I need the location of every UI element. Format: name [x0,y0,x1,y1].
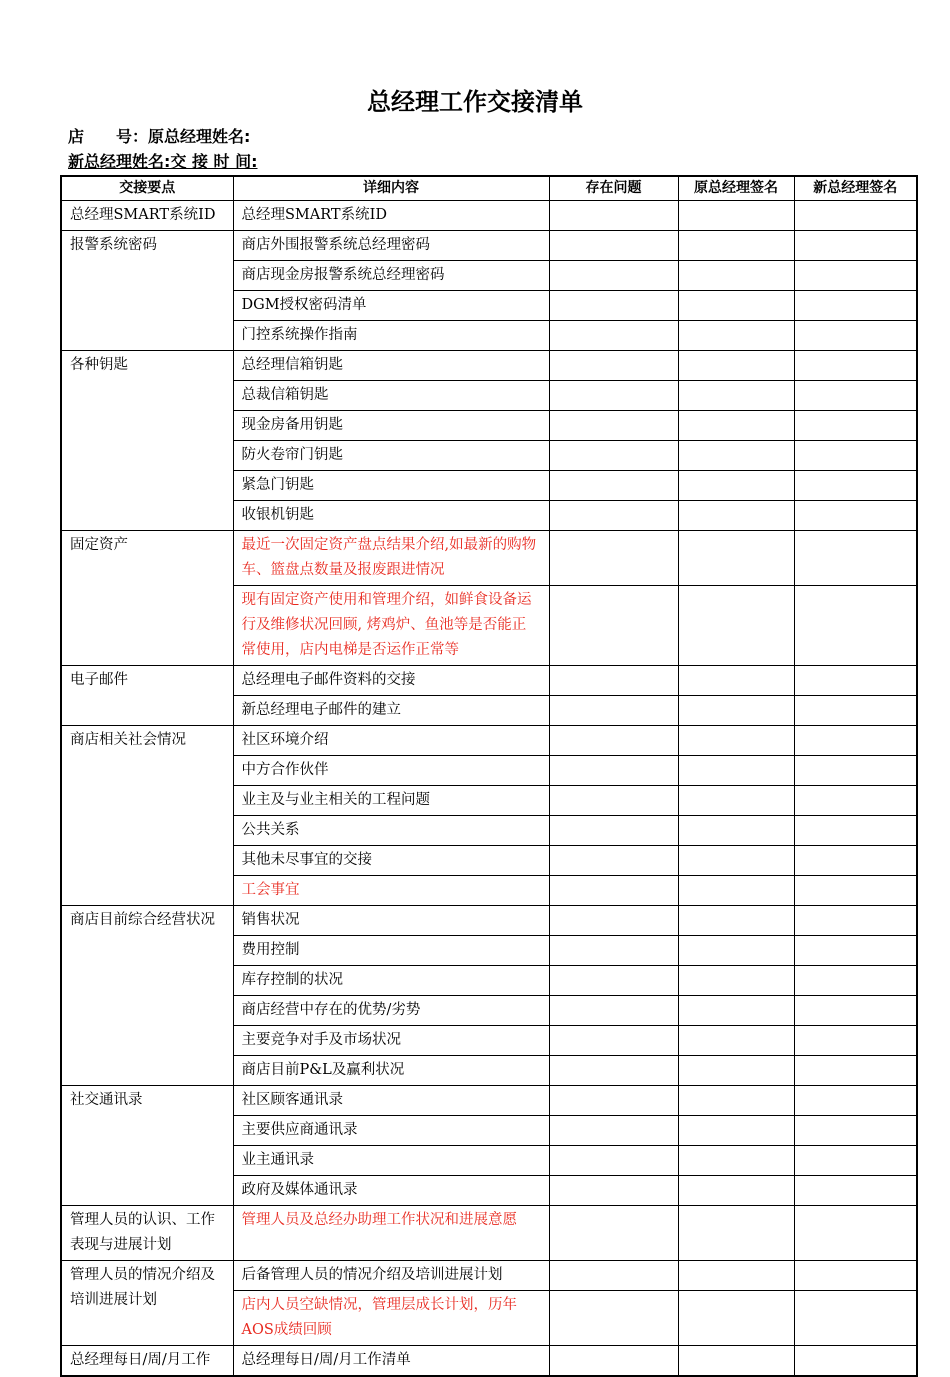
detail-cell: 政府及媒体通讯录 [233,1176,549,1206]
issues-cell[interactable] [549,966,678,996]
handover-point-cell: 总经理SMART系统ID [61,201,233,231]
previous-gm-signature-cell[interactable] [678,666,794,696]
previous-gm-signature-cell[interactable] [678,411,794,441]
new-gm-signature-cell[interactable] [794,261,917,291]
detail-cell: 收银机钥匙 [233,501,549,531]
handover-point-cell: 电子邮件 [61,666,233,726]
table-row [61,666,917,696]
table-row [61,726,917,756]
detail-cell: 费用控制 [233,936,549,966]
table-row [61,351,917,381]
issues-cell[interactable] [549,291,678,321]
previous-gm-signature-cell[interactable] [678,231,794,261]
table-row [61,231,917,261]
detail-cell: 防火卷帘门钥匙 [233,441,549,471]
new-gm-signature-cell[interactable] [794,696,917,726]
previous-gm-signature-cell[interactable] [678,351,794,381]
detail-cell: 现有固定资产使用和管理介绍，如鲜食设备运行及维修状况回顾, 烤鸡炉、鱼池等是否能正常使用，店内电梯是否运作正常等 [233,586,549,666]
handover-point-cell: 各种钥匙 [61,351,233,531]
new-gm-signature-cell[interactable] [794,1086,917,1116]
detail-cell: 社区环境介绍 [233,726,549,756]
new-gm-signature-cell[interactable] [794,846,917,876]
issues-cell[interactable] [549,1291,678,1346]
handover-table [60,175,918,1377]
new-gm-signature-cell[interactable] [794,906,917,936]
detail-cell: 门控系统操作指南 [233,321,549,351]
previous-gm-signature-cell[interactable] [678,996,794,1026]
new-gm-signature-cell[interactable] [794,726,917,756]
detail-cell: 总裁信箱钥匙 [233,381,549,411]
detail-cell: 主要竞争对手及市场状况 [233,1026,549,1056]
new-gm-signature-cell[interactable] [794,1116,917,1146]
new-gm-signature-cell[interactable] [794,586,917,666]
new-gm-signature-cell[interactable] [794,321,917,351]
issues-cell[interactable] [549,261,678,291]
detail-cell: 社区顾客通讯录 [233,1086,549,1116]
handover-point-cell: 商店相关社会情况 [61,726,233,906]
new-gm-signature-cell[interactable] [794,666,917,696]
new-gm-signature-cell[interactable] [794,816,917,846]
handover-point-cell: 管理人员的认识、工作表现与进展计划 [61,1206,233,1261]
previous-gm-signature-cell[interactable] [678,381,794,411]
page-title: 总经理工作交接清单 [367,88,583,116]
detail-cell: DGM授权密码清单 [233,291,549,321]
detail-cell: 主要供应商通讯录 [233,1116,549,1146]
new-gm-signature-cell[interactable] [794,1346,917,1377]
previous-gm-signature-cell[interactable] [678,586,794,666]
table-row [61,1261,917,1291]
detail-cell: 总经理每日/周/月工作清单 [233,1346,549,1377]
issues-cell[interactable] [549,936,678,966]
new-gm-signature-cell[interactable] [794,531,917,586]
detail-cell: 库存控制的状况 [233,966,549,996]
detail-cell: 中方合作伙伴 [233,756,549,786]
new-gm-signature-cell[interactable] [794,381,917,411]
issues-cell[interactable] [549,1146,678,1176]
handover-point-cell: 报警系统密码 [61,231,233,351]
issues-cell[interactable] [549,1056,678,1086]
table-row [61,1346,917,1377]
table-row [61,201,917,231]
previous-gm-signature-cell[interactable] [678,1086,794,1116]
issues-cell[interactable] [549,726,678,756]
previous-gm-signature-cell[interactable] [678,1146,794,1176]
issues-cell[interactable] [549,996,678,1026]
issues-cell[interactable] [549,756,678,786]
table-body [61,201,917,1377]
detail-cell: 商店经营中存在的优势/劣势 [233,996,549,1026]
issues-cell[interactable] [549,1346,678,1377]
detail-cell: 工会事宜 [233,876,549,906]
detail-cell: 其他未尽事宜的交接 [233,846,549,876]
detail-cell: 销售状况 [233,906,549,936]
new-gm-signature-cell[interactable] [794,1176,917,1206]
issues-cell[interactable] [549,786,678,816]
previous-gm-signature-cell[interactable] [678,501,794,531]
issues-cell[interactable] [549,876,678,906]
issues-cell[interactable] [549,1206,678,1261]
detail-cell: 商店外围报警系统总经理密码 [233,231,549,261]
handover-point-cell: 管理人员的情况介绍及培训进展计划 [61,1261,233,1346]
previous-gm-signature-cell[interactable] [678,786,794,816]
previous-gm-signature-cell[interactable] [678,261,794,291]
detail-cell: 业主通讯录 [233,1146,549,1176]
issues-cell[interactable] [549,531,678,586]
previous-gm-signature-cell[interactable] [678,936,794,966]
header-new-gm-signature: 新总经理签名 [794,176,917,201]
new-gm-and-handover-time-line: 新总经理姓名:交 接 时 间: [68,152,258,171]
detail-cell: 总经理信箱钥匙 [233,351,549,381]
previous-gm-signature-cell[interactable] [678,201,794,231]
table-row [61,906,917,936]
issues-cell[interactable] [549,696,678,726]
issues-cell[interactable] [549,1176,678,1206]
handover-point-cell: 总经理每日/周/月工作 [61,1346,233,1377]
detail-cell: 总经理SMART系统ID [233,201,549,231]
issues-cell[interactable] [549,381,678,411]
detail-cell: 商店目前P&L及赢利状况 [233,1056,549,1086]
new-gm-signature-cell[interactable] [794,996,917,1026]
new-gm-signature-cell[interactable] [794,876,917,906]
detail-cell: 商店现金房报警系统总经理密码 [233,261,549,291]
issues-cell[interactable] [549,321,678,351]
issues-cell[interactable] [549,1086,678,1116]
handover-point-cell: 社交通讯录 [61,1086,233,1206]
new-gm-signature-cell[interactable] [794,936,917,966]
issues-cell[interactable] [549,906,678,936]
issues-cell[interactable] [549,441,678,471]
table-row [61,1206,917,1261]
detail-cell: 新总经理电子邮件的建立 [233,696,549,726]
new-gm-signature-cell[interactable] [794,201,917,231]
issues-cell[interactable] [549,846,678,876]
previous-gm-signature-cell[interactable] [678,906,794,936]
store-and-previous-gm-line: 店 号：原总经理姓名: [68,127,251,146]
previous-gm-signature-cell[interactable] [678,1206,794,1261]
new-gm-signature-cell[interactable] [794,1056,917,1086]
previous-gm-signature-cell[interactable] [678,1291,794,1346]
new-gm-signature-cell[interactable] [794,966,917,996]
previous-gm-signature-cell[interactable] [678,471,794,501]
new-gm-signature-cell[interactable] [794,471,917,501]
issues-cell[interactable] [549,816,678,846]
issues-cell[interactable] [549,501,678,531]
detail-cell: 后备管理人员的情况介绍及培训进展计划 [233,1261,549,1291]
new-gm-signature-cell[interactable] [794,441,917,471]
detail-cell: 紧急门钥匙 [233,471,549,501]
new-gm-signature-cell[interactable] [794,351,917,381]
new-gm-signature-cell[interactable] [794,786,917,816]
previous-gm-signature-cell[interactable] [678,1261,794,1291]
issues-cell[interactable] [549,471,678,501]
previous-gm-signature-cell[interactable] [678,1116,794,1146]
detail-cell: 总经理电子邮件资料的交接 [233,666,549,696]
new-gm-signature-cell[interactable] [794,1146,917,1176]
handover-point-cell: 商店目前综合经营状况 [61,906,233,1086]
previous-gm-signature-cell[interactable] [678,1056,794,1086]
previous-gm-signature-cell[interactable] [678,756,794,786]
new-gm-signature-cell[interactable] [794,756,917,786]
previous-gm-signature-cell[interactable] [678,966,794,996]
new-gm-signature-cell[interactable] [794,1206,917,1261]
detail-cell: 店内人员空缺情况，管理层成长计划，历年AOS成绩回顾 [233,1291,549,1346]
table-header-row [61,176,917,201]
issues-cell[interactable] [549,411,678,441]
detail-cell: 业主及与业主相关的工程问题 [233,786,549,816]
issues-cell[interactable] [549,231,678,261]
previous-gm-signature-cell[interactable] [678,726,794,756]
new-gm-signature-cell[interactable] [794,1291,917,1346]
issues-cell[interactable] [549,586,678,666]
previous-gm-signature-cell[interactable] [678,1026,794,1056]
header-handover-point: 交接要点 [61,176,233,201]
detail-cell: 现金房备用钥匙 [233,411,549,441]
new-gm-signature-cell[interactable] [794,1026,917,1056]
previous-gm-signature-cell[interactable] [678,441,794,471]
handover-point-cell: 固定资产 [61,531,233,666]
previous-gm-signature-cell[interactable] [678,531,794,586]
header-previous-gm-signature: 原总经理签名 [678,176,794,201]
issues-cell[interactable] [549,1026,678,1056]
issues-cell[interactable] [549,201,678,231]
detail-cell: 最近一次固定资产盘点结果介绍,如最新的购物车、篮盘点数量及报废跟进情况 [233,531,549,586]
previous-gm-signature-cell[interactable] [678,321,794,351]
previous-gm-signature-cell[interactable] [678,846,794,876]
new-gm-signature-cell[interactable] [794,231,917,261]
previous-gm-signature-cell[interactable] [678,876,794,906]
new-gm-signature-cell[interactable] [794,1261,917,1291]
new-gm-signature-cell[interactable] [794,291,917,321]
issues-cell[interactable] [549,1116,678,1146]
header-issues: 存在问题 [549,176,678,201]
issues-cell[interactable] [549,666,678,696]
new-gm-signature-cell[interactable] [794,501,917,531]
header-detail: 详细内容 [233,176,549,201]
issues-cell[interactable] [549,1261,678,1291]
issues-cell[interactable] [549,351,678,381]
previous-gm-signature-cell[interactable] [678,1176,794,1206]
table-row [61,531,917,586]
previous-gm-signature-cell[interactable] [678,291,794,321]
detail-cell: 公共关系 [233,816,549,846]
previous-gm-signature-cell[interactable] [678,816,794,846]
previous-gm-signature-cell[interactable] [678,696,794,726]
previous-gm-signature-cell[interactable] [678,1346,794,1377]
table-row [61,1086,917,1116]
detail-cell: 管理人员及总经办助理工作状况和进展意愿 [233,1206,549,1261]
new-gm-signature-cell[interactable] [794,411,917,441]
